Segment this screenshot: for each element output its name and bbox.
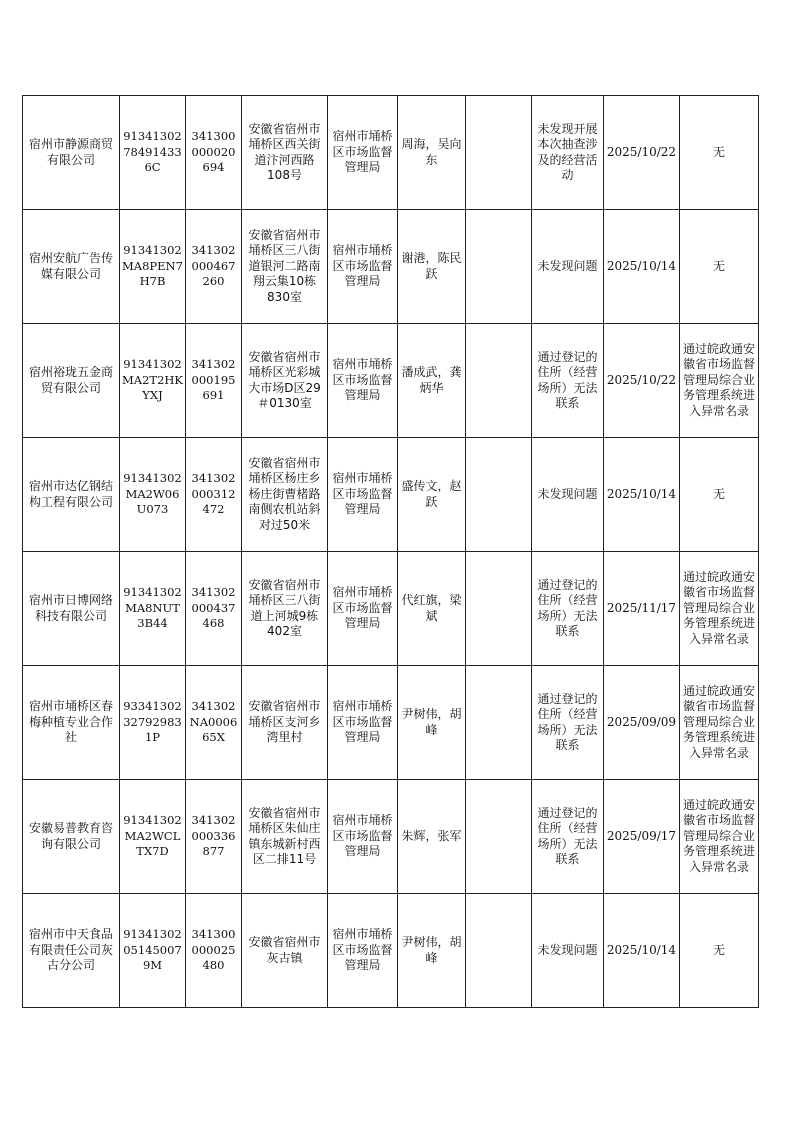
inspectors-cell: 朱辉，张军 [398,780,466,894]
inspectors-cell: 盛传文，赵跃 [398,438,466,552]
credit-code-cell: 91341302MA8PEN7H7B [120,210,186,324]
credit-code-cell: 93341302327929831P [120,666,186,780]
result-cell: 未发现开展本次抽查涉及的经营活动 [532,96,604,210]
company-name-cell: 宿州市中天食品有限责任公司灰古分公司 [23,894,120,1008]
inspectors-cell: 潘成武，龚炳华 [398,324,466,438]
table-row [23,438,759,552]
inspectors-cell: 尹树伟，胡峰 [398,666,466,780]
company-name-cell: 宿州安航广告传媒有限公司 [23,210,120,324]
date-cell: 2025/10/14 [604,210,680,324]
date-cell: 2025/11/17 [604,552,680,666]
date-cell: 2025/09/09 [604,666,680,780]
result-cell: 通过登记的住所（经营场所）无法联系 [532,324,604,438]
blank-cell [466,324,532,438]
date-cell: 2025/10/22 [604,96,680,210]
blank-cell [466,780,532,894]
address-cell: 安徽省宿州市埇桥区朱仙庄镇东城新村西区二排11号 [242,780,328,894]
blank-cell [466,96,532,210]
result-cell: 未发现问题 [532,210,604,324]
date-cell: 2025/10/14 [604,894,680,1008]
result-cell: 通过登记的住所（经营场所）无法联系 [532,780,604,894]
authority-cell: 宿州市埇桥区市场监督管理局 [328,780,398,894]
inspectors-cell: 尹树伟，胡峰 [398,894,466,1008]
company-name-cell: 宿州市埇桥区春梅种植专业合作社 [23,666,120,780]
credit-code-cell: 91341302MA8NUT3B44 [120,552,186,666]
action-cell: 通过皖政通安徽省市场监督管理局综合业务管理系统进入异常名录 [680,324,759,438]
credit-code-cell: 91341302MA2WCLTX7D [120,780,186,894]
date-cell: 2025/10/14 [604,438,680,552]
reg-number-cell: 341302NA000665X [186,666,242,780]
action-cell: 通过皖政通安徽省市场监督管理局综合业务管理系统进入异常名录 [680,780,759,894]
result-cell: 未发现问题 [532,894,604,1008]
reg-number-cell: 341302000195691 [186,324,242,438]
action-cell: 无 [680,96,759,210]
authority-cell: 宿州市埇桥区市场监督管理局 [328,666,398,780]
reg-number-cell: 341302000467260 [186,210,242,324]
reg-number-cell: 341300000025480 [186,894,242,1008]
inspectors-cell: 周海，吴向东 [398,96,466,210]
authority-cell: 宿州市埇桥区市场监督管理局 [328,438,398,552]
action-cell: 无 [680,210,759,324]
reg-number-cell: 341302000437468 [186,552,242,666]
reg-number-cell: 341302000336877 [186,780,242,894]
table-row [23,96,759,210]
credit-code-cell: 91341302MA2T2HKYXJ [120,324,186,438]
company-name-cell: 宿州市日博网络科技有限公司 [23,552,120,666]
reg-number-cell: 341302000312472 [186,438,242,552]
credit-code-cell: 91341302784914336C [120,96,186,210]
address-cell: 安徽省宿州市灰古镇 [242,894,328,1008]
inspectors-cell: 谢港，陈民跃 [398,210,466,324]
action-cell: 通过皖政通安徽省市场监督管理局综合业务管理系统进入异常名录 [680,666,759,780]
address-cell: 安徽省宿州市埇桥区支河乡湾里村 [242,666,328,780]
table-row [23,324,759,438]
result-cell: 未发现问题 [532,438,604,552]
blank-cell [466,552,532,666]
address-cell: 安徽省宿州市埇桥区三八街道银河二路南翔云集10栋830室 [242,210,328,324]
table-row [23,894,759,1008]
inspection-table [22,95,759,1008]
authority-cell: 宿州市埇桥区市场监督管理局 [328,210,398,324]
table-row [23,552,759,666]
authority-cell: 宿州市埇桥区市场监督管理局 [328,894,398,1008]
company-name-cell: 安徽易普教育咨询有限公司 [23,780,120,894]
credit-code-cell: 91341302MA2W06U073 [120,438,186,552]
date-cell: 2025/10/22 [604,324,680,438]
address-cell: 安徽省宿州市埇桥区西关街道汴河西路108号 [242,96,328,210]
authority-cell: 宿州市埇桥区市场监督管理局 [328,96,398,210]
blank-cell [466,210,532,324]
action-cell: 无 [680,438,759,552]
company-name-cell: 宿州裕珑五金商贸有限公司 [23,324,120,438]
table-row [23,780,759,894]
date-cell: 2025/09/17 [604,780,680,894]
address-cell: 安徽省宿州市埇桥区光彩城大市场D区29＃0130室 [242,324,328,438]
inspectors-cell: 代红旗，梁斌 [398,552,466,666]
address-cell: 安徽省宿州市埇桥区杨庄乡杨庄街曹楮路南侧农机站斜对过50米 [242,438,328,552]
authority-cell: 宿州市埇桥区市场监督管理局 [328,324,398,438]
reg-number-cell: 341300000020694 [186,96,242,210]
blank-cell [466,438,532,552]
blank-cell [466,666,532,780]
table-row [23,210,759,324]
blank-cell [466,894,532,1008]
result-cell: 通过登记的住所（经营场所）无法联系 [532,666,604,780]
table-row [23,666,759,780]
action-cell: 通过皖政通安徽省市场监督管理局综合业务管理系统进入异常名录 [680,552,759,666]
result-cell: 通过登记的住所（经营场所）无法联系 [532,552,604,666]
company-name-cell: 宿州市静源商贸有限公司 [23,96,120,210]
authority-cell: 宿州市埇桥区市场监督管理局 [328,552,398,666]
credit-code-cell: 91341302051450079M [120,894,186,1008]
action-cell: 无 [680,894,759,1008]
company-name-cell: 宿州市达亿钢结构工程有限公司 [23,438,120,552]
address-cell: 安徽省宿州市埇桥区三八街道上河城9栋402室 [242,552,328,666]
